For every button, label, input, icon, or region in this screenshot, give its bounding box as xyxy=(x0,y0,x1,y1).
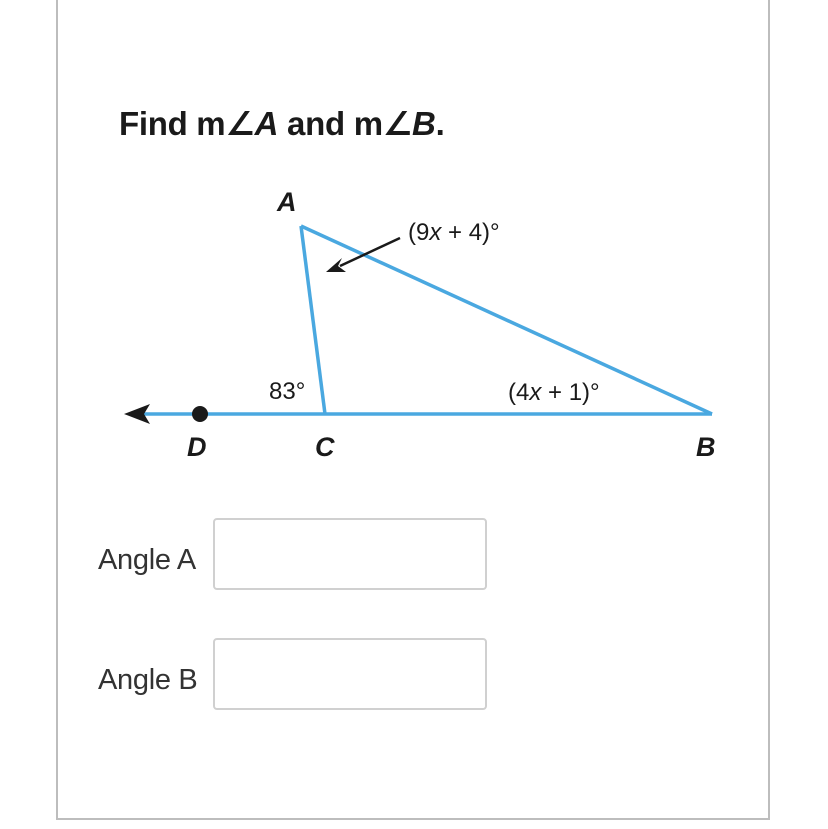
point-label-b: B xyxy=(696,432,716,462)
point-label-c: C xyxy=(315,432,335,462)
point-label-d: D xyxy=(187,432,207,462)
angle-a-input[interactable] xyxy=(213,518,487,590)
angle-a-field-label: Angle A xyxy=(98,544,196,576)
angle-b-label: (4x + 1)° xyxy=(508,379,600,406)
angle-a-pointer-line xyxy=(340,238,400,266)
point-label-a: A xyxy=(277,187,297,217)
angle-b-field-label: Angle B xyxy=(98,664,198,696)
angle-acd-label: 83° xyxy=(269,378,306,405)
angle-a-label: (9x + 4)° xyxy=(408,219,500,246)
point-d-dot xyxy=(192,406,208,422)
angle-b-input[interactable] xyxy=(213,638,487,710)
question-title: Find m∠A and m∠B. xyxy=(119,105,445,142)
